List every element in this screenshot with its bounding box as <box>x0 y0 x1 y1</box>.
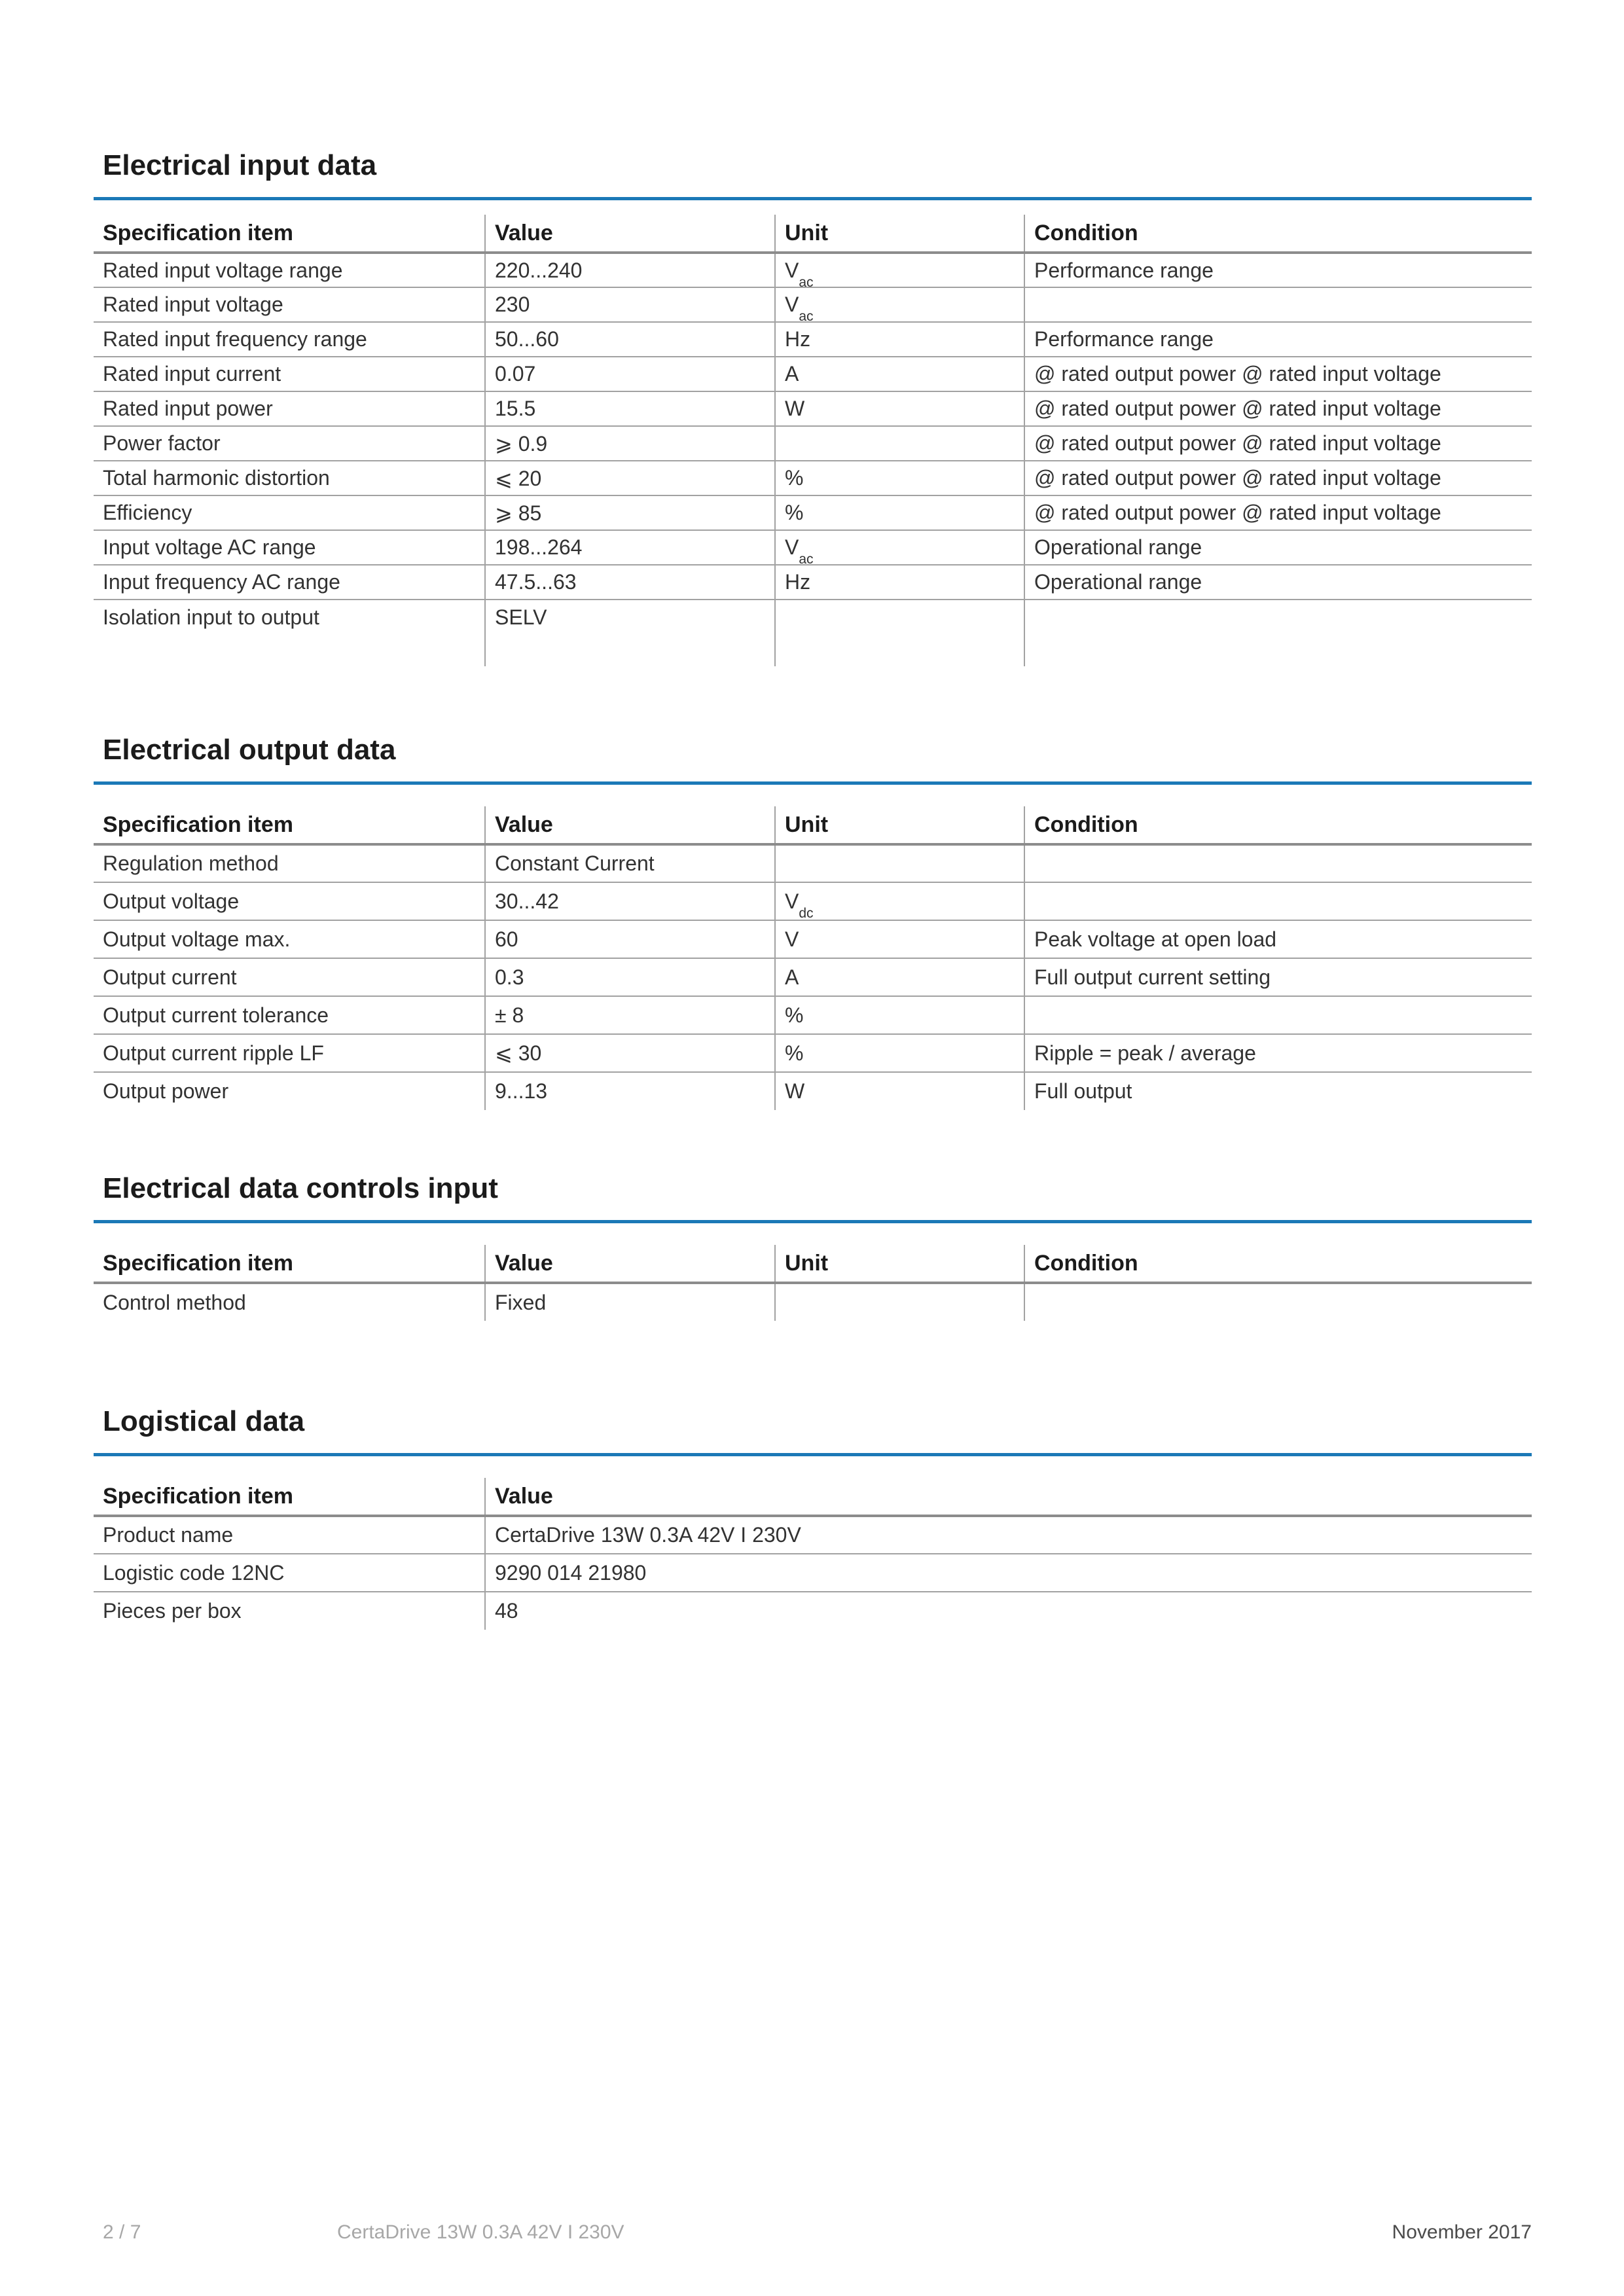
table-row <box>94 1516 1532 1554</box>
cell-spec-item: Output voltage max. <box>94 920 485 958</box>
table-tail-row <box>94 634 1532 666</box>
column-header-value: Value <box>485 1245 775 1283</box>
unit-symbol: A <box>785 362 799 386</box>
column-header-spec-item: Specification item <box>94 1478 485 1516</box>
table-row <box>94 287 1532 322</box>
table-header-row <box>94 1478 1532 1516</box>
unit-subscript: ac <box>799 274 814 287</box>
cell-unit <box>775 600 1024 634</box>
cell-condition: @ rated output power @ rated input voltage <box>1024 495 1532 530</box>
cell-unit <box>775 357 1024 391</box>
cell-condition: @ rated output power @ rated input voltage <box>1024 391 1532 426</box>
table-row <box>94 253 1532 287</box>
column-header-condition: Condition <box>1024 1245 1532 1283</box>
table-row <box>94 495 1532 530</box>
cell-condition <box>1024 287 1532 322</box>
table-row <box>94 357 1532 391</box>
cell-condition: Full output <box>1024 1072 1532 1110</box>
cell-spec-item: Input voltage AC range <box>94 530 485 565</box>
table-row <box>94 996 1532 1034</box>
cell-spec-item: Rated input voltage <box>94 287 485 322</box>
cell-value: 50...60 <box>485 322 775 357</box>
unit-symbol: V <box>785 927 799 951</box>
footer-date: November 2017 <box>1392 2221 1532 2243</box>
cell-value: ⩽ 20 <box>485 461 775 495</box>
cell-value: 15.5 <box>485 391 775 426</box>
unit-symbol: % <box>785 1003 804 1027</box>
cell-spec-item: Product name <box>103 1523 234 1547</box>
unit-symbol: V <box>785 293 799 316</box>
section-accent-rule <box>94 1220 1532 1223</box>
cell-spec-item: Rated input voltage range <box>103 258 343 282</box>
table-header-row <box>94 806 1532 844</box>
column-header-condition: Condition <box>1024 806 1532 844</box>
cell-unit <box>775 844 1024 882</box>
section-electrical-data-controls-input <box>94 1170 1532 1340</box>
cell-spec-item: Output power <box>94 1072 485 1110</box>
cell-spec-item: Output voltage <box>94 882 485 920</box>
cell-condition: Peak voltage at open load <box>1024 920 1532 958</box>
footer-product-name: CertaDrive 13W 0.3A 42V I 230V <box>337 2221 624 2243</box>
cell-value: 0.3 <box>485 958 775 996</box>
section-accent-rule <box>94 197 1532 200</box>
cell-spec-item: Output current <box>94 958 485 996</box>
cell-value: 60 <box>485 920 775 958</box>
controls-input-table <box>94 1245 1532 1321</box>
cell-spec-item: Regulation method <box>103 852 279 875</box>
cell-value: ⩾ 0.9 <box>485 426 775 461</box>
table-row <box>94 1072 1532 1110</box>
cell-value: 230 <box>485 287 775 322</box>
cell-spec-item: Rated input power <box>94 391 485 426</box>
cell-value: 9...13 <box>485 1072 775 1110</box>
cell-value: Fixed <box>485 1283 775 1321</box>
section-title: Electrical input data <box>103 149 377 181</box>
cell-unit <box>775 287 1024 322</box>
table-row <box>94 1034 1532 1072</box>
table-row <box>94 958 1532 996</box>
cell-value: ⩾ 85 <box>485 495 775 530</box>
unit-subscript: ac <box>799 552 814 565</box>
cell-value: SELV <box>485 600 775 634</box>
cell-spec-item: Input frequency AC range <box>94 565 485 600</box>
cell-unit <box>775 882 1024 920</box>
column-header-unit: Unit <box>775 806 1024 844</box>
table-row <box>94 920 1532 958</box>
section-title: Electrical output data <box>103 734 396 766</box>
cell-spec-item: Isolation input to output <box>94 600 485 634</box>
column-header-value: Value <box>485 806 775 844</box>
cell-condition: @ rated output power @ rated input voltage <box>1024 426 1532 461</box>
cell-value: Constant Current <box>485 844 775 882</box>
column-header-spec-item: Specification item <box>94 1245 485 1283</box>
table-row <box>94 322 1532 357</box>
section-logistical-data <box>94 1403 1532 1665</box>
cell-condition <box>1024 600 1532 634</box>
cell-value: 198...264 <box>485 530 775 565</box>
unit-symbol: W <box>785 1079 805 1103</box>
page-footer <box>94 2219 1532 2246</box>
table-row <box>94 844 1532 882</box>
cell-spec-item: Rated input current <box>94 357 485 391</box>
unit-symbol: % <box>785 1041 804 1065</box>
unit-symbol: A <box>785 965 799 989</box>
cell-condition <box>1024 844 1532 882</box>
cell-spec-item: Control method <box>103 1290 246 1314</box>
table-row <box>94 426 1532 461</box>
cell-unit <box>775 391 1024 426</box>
unit-subscript: ac <box>799 309 814 322</box>
cell-spec-item: Total harmonic distortion <box>94 461 485 495</box>
section-electrical-input-data <box>94 147 1532 736</box>
unit-symbol: % <box>785 466 804 490</box>
cell-value: 47.5...63 <box>485 565 775 600</box>
cell-spec-item: Output current tolerance <box>94 996 485 1034</box>
table-row <box>94 530 1532 565</box>
table-row <box>94 882 1532 920</box>
cell-unit <box>775 1283 1024 1321</box>
section-accent-rule <box>94 1453 1532 1456</box>
cell-unit <box>775 565 1024 600</box>
section-accent-rule <box>94 781 1532 785</box>
cell-spec-item: Pieces per box <box>94 1592 485 1630</box>
column-header-value: Value <box>485 1478 1532 1516</box>
cell-spec-item: Logistic code 12NC <box>94 1554 485 1592</box>
table-row <box>94 1592 1532 1630</box>
table-row <box>94 600 1532 634</box>
unit-symbol: V <box>785 889 799 913</box>
cell-value: 9290 014 21980 <box>485 1554 1532 1592</box>
cell-value: 48 <box>485 1592 1532 1630</box>
cell-unit <box>775 322 1024 357</box>
column-header-condition: Condition <box>1024 215 1532 253</box>
table-header-row <box>94 1245 1532 1283</box>
cell-unit <box>775 495 1024 530</box>
cell-unit <box>775 920 1024 958</box>
cell-value: CertaDrive 13W 0.3A 42V I 230V <box>485 1516 1532 1554</box>
section-title: Electrical data controls input <box>103 1172 498 1204</box>
unit-symbol: % <box>785 501 804 524</box>
cell-unit <box>775 530 1024 565</box>
unit-symbol: Hz <box>785 327 811 351</box>
cell-condition: Performance range <box>1024 253 1532 287</box>
cell-value: 30...42 <box>485 882 775 920</box>
cell-condition: Ripple = peak / average <box>1024 1034 1532 1072</box>
cell-condition: Operational range <box>1024 565 1532 600</box>
cell-condition <box>1024 996 1532 1034</box>
cell-unit <box>775 461 1024 495</box>
section-title: Logistical data <box>103 1405 305 1437</box>
table-row <box>94 391 1532 426</box>
cell-condition: @ rated output power @ rated input voltage <box>1024 357 1532 391</box>
table-row <box>94 565 1532 600</box>
cell-value: ± 8 <box>485 996 775 1034</box>
cell-unit <box>775 426 1024 461</box>
cell-unit <box>775 996 1024 1034</box>
table-row <box>94 461 1532 495</box>
unit-symbol: W <box>785 397 805 420</box>
electrical-input-table <box>94 215 1532 666</box>
unit-symbol: Hz <box>785 570 811 594</box>
logistical-table <box>94 1478 1532 1630</box>
unit-symbol: V <box>785 258 799 282</box>
cell-unit <box>775 958 1024 996</box>
unit-subscript: dc <box>799 905 814 920</box>
section-electrical-output-data <box>94 732 1532 1151</box>
cell-condition <box>1024 882 1532 920</box>
cell-spec-item: Rated input frequency range <box>94 322 485 357</box>
cell-value: 0.07 <box>485 357 775 391</box>
cell-condition: Full output current setting <box>1024 958 1532 996</box>
cell-unit <box>775 253 1024 287</box>
column-header-unit: Unit <box>775 1245 1024 1283</box>
cell-condition: Performance range <box>1024 322 1532 357</box>
cell-value: 220...240 <box>485 253 775 287</box>
cell-condition <box>1024 1283 1532 1321</box>
cell-unit <box>775 1034 1024 1072</box>
column-header-unit: Unit <box>775 215 1024 253</box>
footer-page-number: 2 / 7 <box>103 2221 141 2243</box>
cell-spec-item: Output current ripple LF <box>94 1034 485 1072</box>
cell-condition: Operational range <box>1024 530 1532 565</box>
cell-spec-item: Efficiency <box>94 495 485 530</box>
column-header-spec-item: Specification item <box>94 806 485 844</box>
cell-condition: @ rated output power @ rated input voltage <box>1024 461 1532 495</box>
cell-value: ⩽ 30 <box>485 1034 775 1072</box>
table-row <box>94 1283 1532 1321</box>
unit-symbol: V <box>785 535 799 559</box>
cell-spec-item: Power factor <box>94 426 485 461</box>
electrical-output-table <box>94 806 1532 1110</box>
column-header-value: Value <box>485 215 775 253</box>
cell-unit <box>775 1072 1024 1110</box>
column-header-spec-item: Specification item <box>94 215 485 253</box>
table-row <box>94 1554 1532 1592</box>
table-header-row <box>94 215 1532 253</box>
